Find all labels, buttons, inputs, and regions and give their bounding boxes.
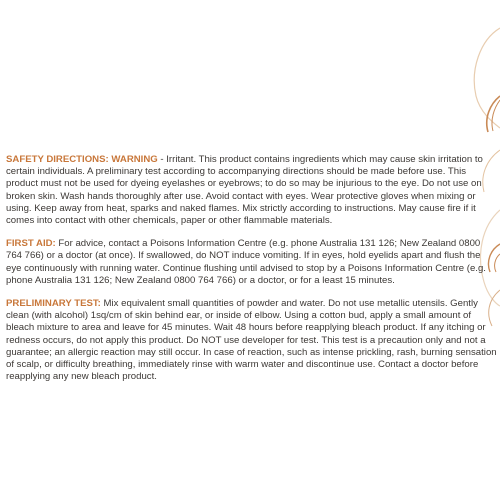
safety-directions-heading: SAFETY DIRECTIONS: WARNING [6, 154, 158, 165]
first-aid-body: For advice, contact a Poisons Information Centre (e.g. phone Australia 131 126; New Zealand 0800 764 766) or a doctor (at once). If swallowed, do NOT induce vomiting. If in eyes, hold eyelids apart and flush the eye continuously with running water. Continue flushing until advised to stop by a Poisons Information Centre (e.g. phone Australia 131 126; New Zealand 0800 764 766) or a doctor, or for a least 15 minutes. [6, 238, 486, 286]
preliminary-test-body: Mix equivalent small quantities of powder and water. Do not use metallic utensils. Gently clean (with alcohol) 1sq/cm of skin behind ear, or inside of elbow. Using a cotton bud, apply a small amount of bleach mixture to area and leave for 45 minutes. Wait 48 hours before reapplying bleach product. If any itching or redness occurs, do not apply this product. Do NOT use developer for test. This test is a precaution only and not a guarantee; an allergic reaction may still occur. In case of reaction, such as intense prickling, rash, burning sensation of scalp, or difficulty breathing, immediately rinse with warm water and discontinue use. Contact a doctor before reapplying any new bleach product. [6, 298, 497, 383]
safety-text-block [6, 154, 498, 394]
safety-directions-body: - Irritant. This product contains ingredients which may cause skin irritation to certain individuals. A preliminary test according to accompanying directions should be made before use. This product must not be used for dyeing eyelashes or eyebrows; to do so may be injurious to the eye. Do not use on broken skin. Wash hands thoroughly after use. Avoid contact with eyes. Wear protective gloves when mixing or using. Keep away from heat, sparks and naked flames. Mix strictly according to instructions. May cause fire if it comes into contact with other chemicals, paper or other flammable materials. [6, 154, 483, 227]
preliminary-test-section [6, 298, 498, 383]
first-aid-section [6, 238, 498, 287]
first-aid-heading: FIRST AID: [6, 238, 56, 250]
safety-directions-section [6, 154, 498, 227]
preliminary-test-heading: PRELIMINARY TEST: [6, 298, 101, 310]
